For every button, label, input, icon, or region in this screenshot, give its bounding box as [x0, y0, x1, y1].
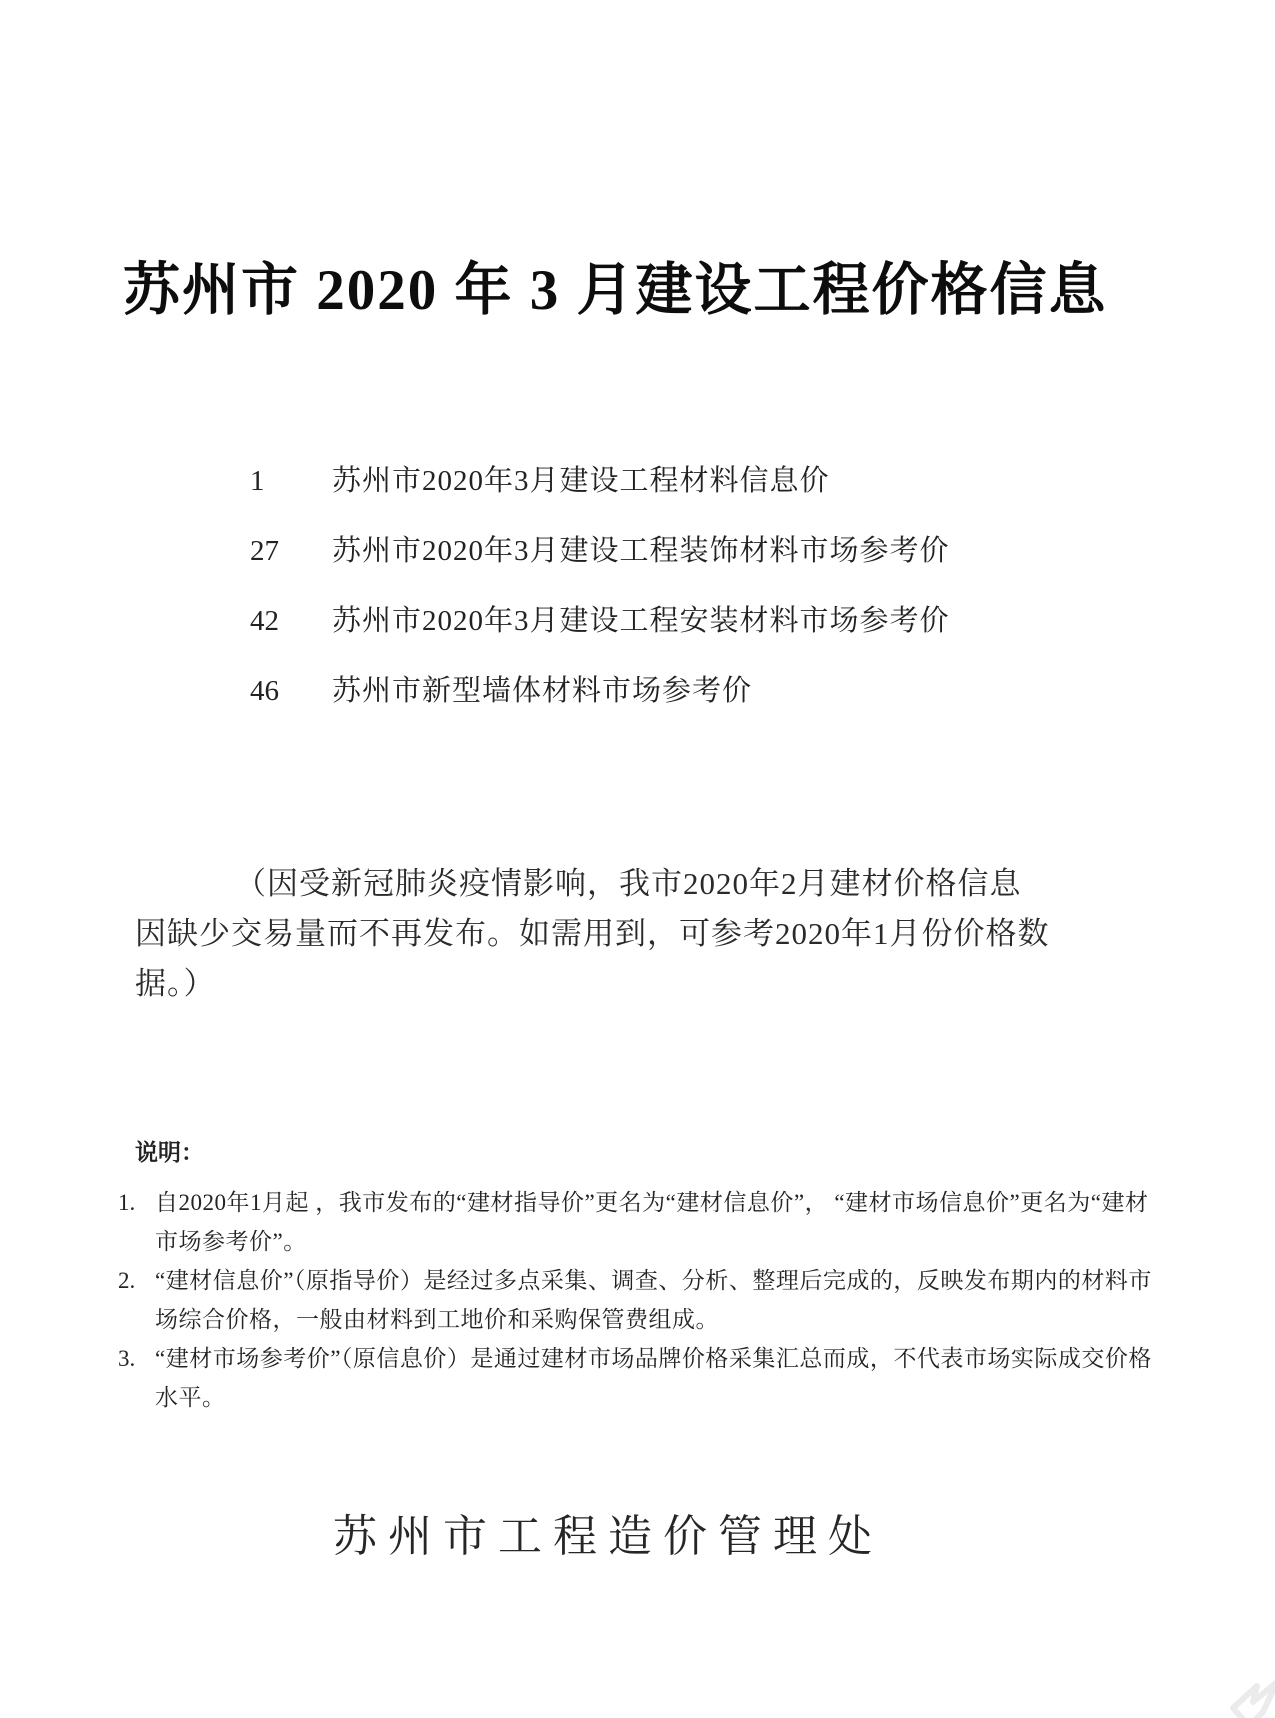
note-item [118, 1261, 1153, 1339]
toc-page-number: 42 [250, 605, 279, 637]
covid-notice-paragraph: （因受新冠肺炎疫情影响，我市2020年2月建材价格信息因缺少交易量而不再发布。如需用到，可参考2020年1月份价格数据。） [135, 866, 1050, 1001]
toc-page-number: 46 [250, 675, 279, 707]
note-text: “建材市场参考价”（原信息价）是通过建材市场品牌价格采集汇总而成，不代表市场实际成交价格水平。 [155, 1346, 1152, 1410]
note-item [118, 1183, 1153, 1261]
notes-section [118, 1134, 1153, 1417]
toc-page-number: 27 [250, 535, 279, 567]
notes-heading: 说明： [135, 1139, 204, 1165]
corner-watermark-icon [1223, 1668, 1275, 1718]
toc-row [250, 528, 1110, 598]
toc-entry-label: 苏州市2020年3月建设工程安装材料市场参考价 [332, 605, 950, 637]
toc-entry-label: 苏州市新型墙体材料市场参考价 [332, 675, 753, 707]
page-title: 苏州市 2020 年 3 月建设工程价格信息 [123, 259, 1108, 323]
footer-organization-name: 苏州市工程造价管理处 [333, 1512, 883, 1561]
toc-row [250, 598, 1110, 668]
toc-row [250, 458, 1110, 528]
note-text: 自2020年1月起 ，我市发布的“建材指导价”更名为“建材信息价”， “建材市场信息价”更名为“建材市场参考价”。 [155, 1190, 1149, 1254]
toc-page-number: 1 [250, 465, 265, 497]
table-of-contents [250, 458, 1110, 738]
note-text: “建材信息价”（原指导价）是经过多点采集、调查、分析、整理后完成的，反映发布期内的材料市场综合价格，一般由材料到工地价和采购保管费组成。 [155, 1268, 1152, 1332]
note-number: 2. [118, 1268, 136, 1293]
toc-entry-label: 苏州市2020年3月建设工程材料信息价 [332, 465, 830, 497]
note-item [118, 1339, 1153, 1417]
toc-row [250, 668, 1110, 738]
toc-entry-label: 苏州市2020年3月建设工程装饰材料市场参考价 [332, 535, 950, 567]
note-number: 3. [118, 1346, 136, 1371]
note-number: 1. [118, 1190, 136, 1215]
